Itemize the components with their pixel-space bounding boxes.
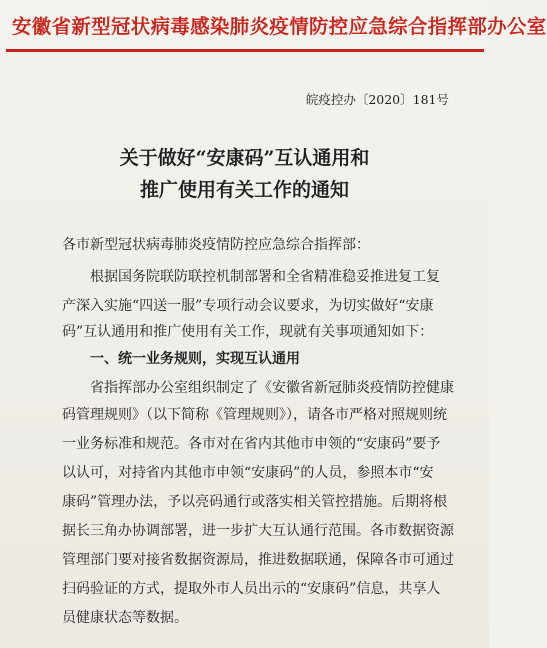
notice-title-line-1: 关于做好“安康码”互认通用和 [119, 147, 370, 169]
paragraph-line: 根据国务院联防联控机制部署和全省精准稳妥推进复工复 [90, 269, 440, 285]
salutation: 各市新型冠状病毒肺炎疫情防控应急综合指挥部： [62, 237, 370, 253]
paragraph-line: 管理部门要对接省数据资源局，推进数据联通，保障各市可通过 [62, 552, 454, 568]
paragraph-line: 码管理规则》（以下简称《管理规则》），请各市严格对照规则统 [62, 407, 447, 423]
document-number: 皖疫控办〔2020〕181号 [305, 92, 449, 107]
paragraph-line: 康码”管理办法，予以亮码通行或落实相关管控措施。后期将根 [62, 494, 448, 510]
paragraph-line: 省指挥部办公室组织制定了《安徽省新冠肺炎疫情防控健康 [90, 380, 454, 396]
notice-title-line-2: 推广使用有关工作的通知 [139, 179, 349, 201]
issuing-office-header: 安徽省新型冠状病毒感染肺炎疫情防控应急综合指挥部办公室 [12, 15, 547, 38]
paragraph-line: 产深入实施“四送一服”专项行动会议要求，为切实做好“安康 [62, 298, 434, 314]
paragraph-line: 据长三角办协调部署，进一步扩大互认通行范围。各市数据资源 [62, 523, 454, 539]
paragraph-line: 扫码验证的方式，提取外市人员出示的“安康码”信息，共享人 [62, 581, 441, 597]
section-heading: 一、统一业务规则，实现互认通用 [90, 351, 300, 367]
paragraph-line: 码”互认通用和推广使用有关工作，现就有关事项通知如下： [62, 324, 434, 340]
paragraph-line: 以认可，对持省内其他市申领“安康码”的人员，参照本市“安 [62, 465, 434, 481]
paragraph-line: 一业务标准和规范。各市对在省内其他市申领的“安康码”要予 [62, 436, 441, 452]
red-header-rule [6, 49, 484, 52]
paragraph-line: 员健康状态等数据。 [62, 610, 188, 626]
